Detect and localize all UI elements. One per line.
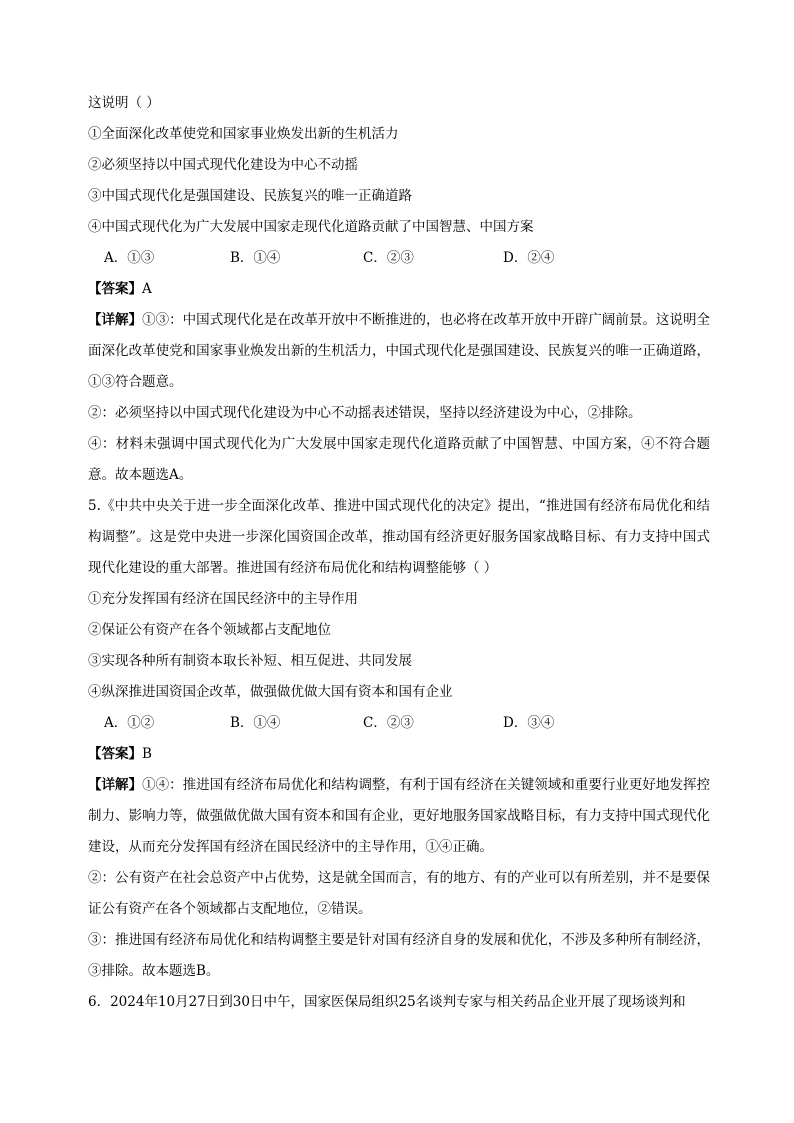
q4-option-c: C．②③ — [363, 250, 414, 266]
q5-statement-3: ③实现各种所有制资本取长补短、相互促进、共同发展 — [88, 653, 412, 669]
q4-statement-4: ④中国式现代化为广大发展中国家走现代化道路贡献了中国智慧、中国方案 — [88, 219, 534, 235]
q5-detail-2: ②：公有资产在社会总资产中占优势，这是就全国而言，有的地方、有的产业可以有所差别，并不是要保证公有资产在各个领域都占支配地位，②错误。 — [88, 870, 710, 917]
q5-detail-text-1: ①④：推进国有经济布局优化和结构调整，有利于国有经济在关键领域和重要行业更好地发挥控制力、影响力等，做强做优做大国有资本和国有企业，更好地服务国家战略目标，有力支持中国式现代化建设，从而充分发挥国有经济在国民经济中的主导作用，①④正确。 — [88, 777, 711, 855]
q4-statement-2: ②必须坚持以中国式现代化建设为中心不动摇 — [88, 157, 358, 173]
q5-option-b: B．①④ — [230, 715, 281, 731]
q4-detail-text-1: ①③：中国式现代化是在改革开放中不断推进的，也必将在改革开放中开辟广阔前景。这说明全面深化改革使党和国家事业焕发出新的生机活力，中国式现代化是强国建设、民族复兴的唯一正确道路，①③符合题意。 — [88, 312, 711, 390]
q5-stem: 5.《中共中央关于进一步全面深化改革、推进中国式现代化的决定》提出，“推进国有经济布局优化和结构调整”。这是党中央进一步深化国资国企改革，推动国有经济更好服务国家战略目标、有力支持中国式现代化建设的重大部署。推进国有经济布局优化和结构调整能够（ ） — [88, 498, 710, 576]
q4-detail-3: ④：材料未强调中国式现代化为广大发展中国家走现代化道路贡献了中国智慧、中国方案，④不符合题意。故本题选A。 — [88, 436, 710, 483]
q4-answer — [88, 274, 710, 305]
q4-answer-value: A — [142, 281, 152, 297]
q5-option-c: C．②③ — [363, 715, 414, 731]
q5-detail-3: ③：推进国有经济布局优化和结构调整主要是针对国有经济自身的发展和优化，不涉及多种所有制经济，③排除。故本题选B。 — [88, 932, 710, 979]
q5-answer — [88, 739, 710, 770]
q4-statement-1: ①全面深化改革使党和国家事业焕发出新的生机活力 — [88, 126, 399, 142]
q5-statement-1: ①充分发挥国有经济在国民经济中的主导作用 — [88, 591, 358, 607]
q4-options — [88, 243, 710, 274]
q4-option-a: A．①③ — [104, 250, 155, 266]
q5-options — [88, 708, 710, 739]
q4-stem-tail: 这说明（ ） — [88, 95, 160, 111]
q4-statement-3: ③中国式现代化是强国建设、民族复兴的唯一正确道路 — [88, 188, 412, 204]
q4-option-d: D．②④ — [503, 250, 555, 266]
q5-answer-tag: 【答案】 — [88, 746, 142, 762]
q6-stem-start: 6．2024年10月27日到30日中午，国家医保局组织25名谈判专家与相关药品企业开展了现场谈判和 — [88, 994, 686, 1010]
q5-option-d: D．③④ — [503, 715, 555, 731]
q4-detail-1 — [88, 305, 710, 398]
q5-detail-tag: 【详解】 — [88, 777, 143, 793]
q5-statement-2: ②保证公有资产在各个领域都占支配地位 — [88, 622, 331, 638]
q5-answer-value: B — [142, 746, 152, 762]
q4-option-b: B．①④ — [230, 250, 281, 266]
q4-answer-tag: 【答案】 — [88, 281, 142, 297]
q5-statement-4: ④纵深推进国资国企改革，做强做优做大国有资本和国有企业 — [88, 684, 453, 700]
q5-option-a: A．①② — [104, 715, 155, 731]
q4-detail-2: ②：必须坚持以中国式现代化建设为中心不动摇表述错误，坚持以经济建设为中心，②排除。 — [88, 405, 642, 421]
q4-detail-tag: 【详解】 — [88, 312, 143, 328]
document-content — [88, 88, 710, 1018]
q5-detail-1 — [88, 770, 710, 863]
